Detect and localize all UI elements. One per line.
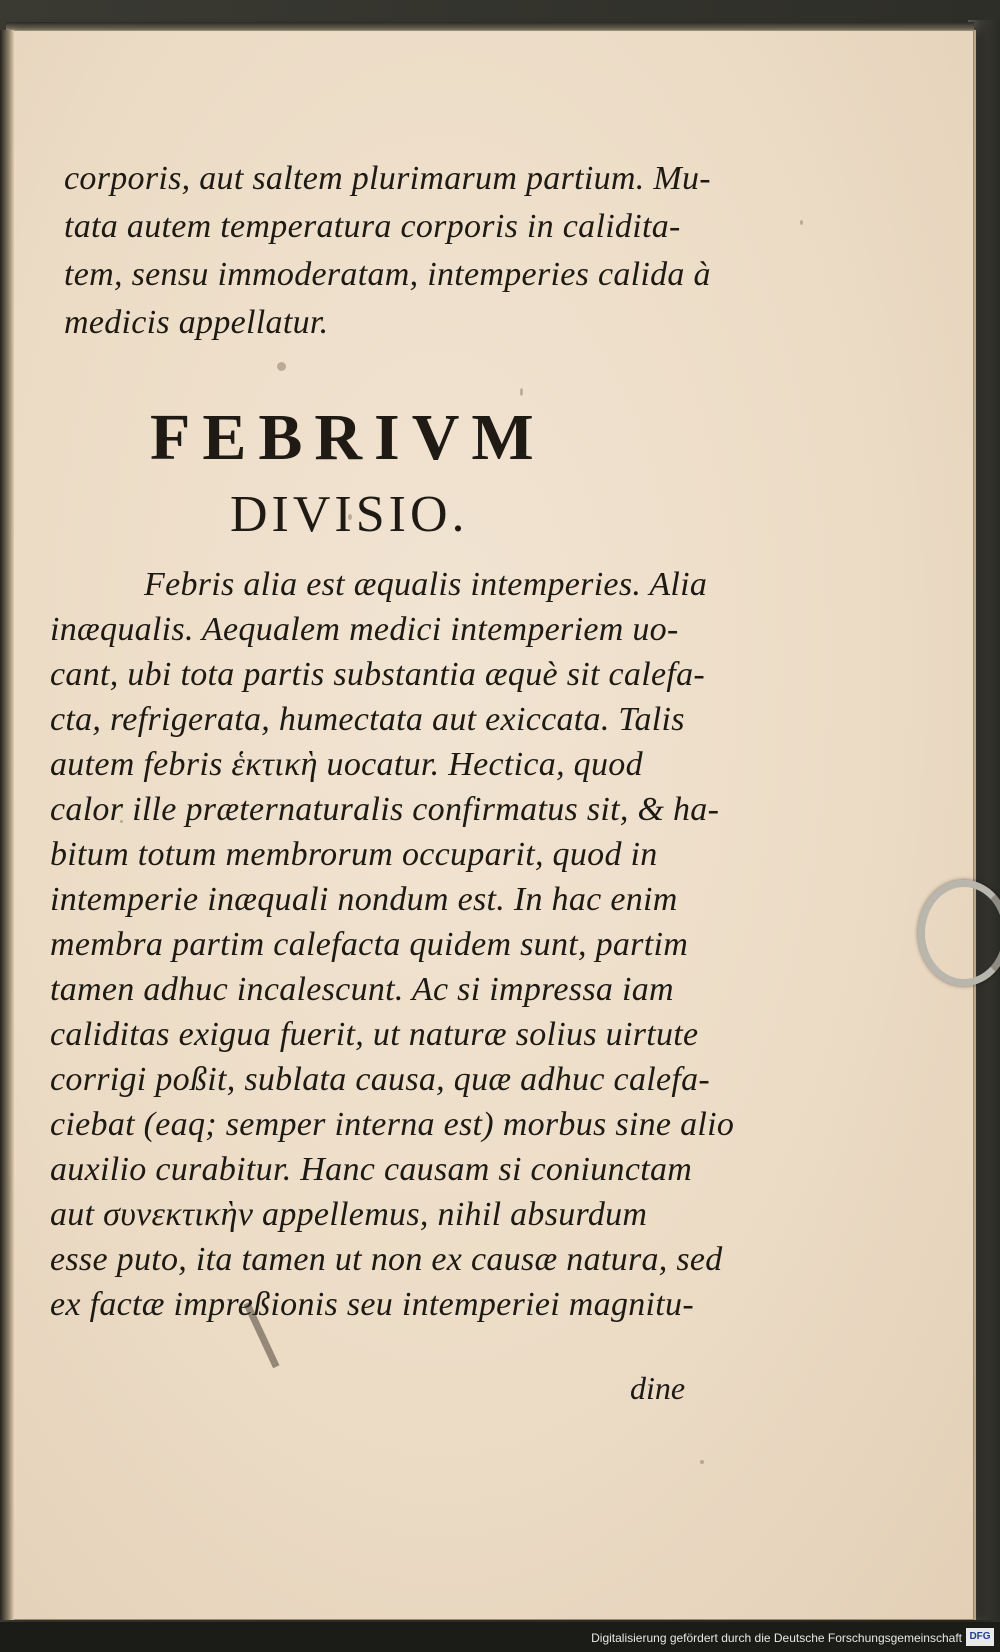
text-line: corrigi poßit, sublata causa, quæ adhuc calefa- [50,1061,711,1098]
text-line: Febris alia est æqualis intemperies. Alia [144,566,708,603]
section-heading: FEBRIVM [150,401,546,474]
text-line: autem febris ἑκτικὴ uocatur. Hectica, quod [50,746,643,783]
section-subheading: DIVISIO. [230,486,469,543]
binder-clip [918,880,1000,986]
text-line: ciebat (eaq; semper interna est) morbus sine alio [50,1106,735,1143]
paper-speck [800,220,803,225]
paper-speck [700,1460,704,1464]
text-line: esse puto, ita tamen ut non ex causæ natura, sed [50,1241,723,1278]
paper-speck [277,362,286,371]
text-line: intemperie inæquali nondum est. In hac enim [50,881,678,918]
text-line: ex factæ impreßionis seu intemperiei magnitu- [50,1286,694,1323]
text-line: tata autem temperatura corporis in calidita- [64,208,681,245]
paper-speck [520,388,523,396]
text-line: medicis appellatur. [64,304,329,341]
text-line: bitum totum membrorum occuparit, quod in [50,836,658,873]
dfg-logo: DFG [966,1628,994,1646]
text-line: tem, sensu immoderatam, intemperies calida à [64,256,711,293]
text-line: membra partim calefacta quidem sunt, partim [50,926,689,963]
text-line: tamen adhuc incalescunt. Ac si impressa iam [50,971,674,1008]
text-line: auxilio curabitur. Hanc causam si coniunctam [50,1151,693,1188]
text-line: aut συνεκτικὴν appellemus, nihil absurdum [50,1196,648,1233]
page-gutter-edge [0,30,14,1620]
text-line: caliditas exigua fuerit, ut naturæ solius uirtute [50,1016,699,1053]
digitization-credit: Digitalisierung gefördert durch die Deutsche Forschungsgemeinschaft [591,1631,962,1645]
catchword: dine [630,1370,686,1406]
text-line: cant, ubi tota partis substantia æquè sit calefa- [50,656,706,693]
text-line: corporis, aut saltem plurimarum partium. Mu- [64,160,711,197]
text-line: calor ille præternaturalis confirmatus sit, & ha- [50,791,720,828]
text-line: inæqualis. Aequalem medici intemperiem uo- [50,611,679,648]
text-line: cta, refrigerata, humectata aut exiccata. Talis [50,701,685,738]
